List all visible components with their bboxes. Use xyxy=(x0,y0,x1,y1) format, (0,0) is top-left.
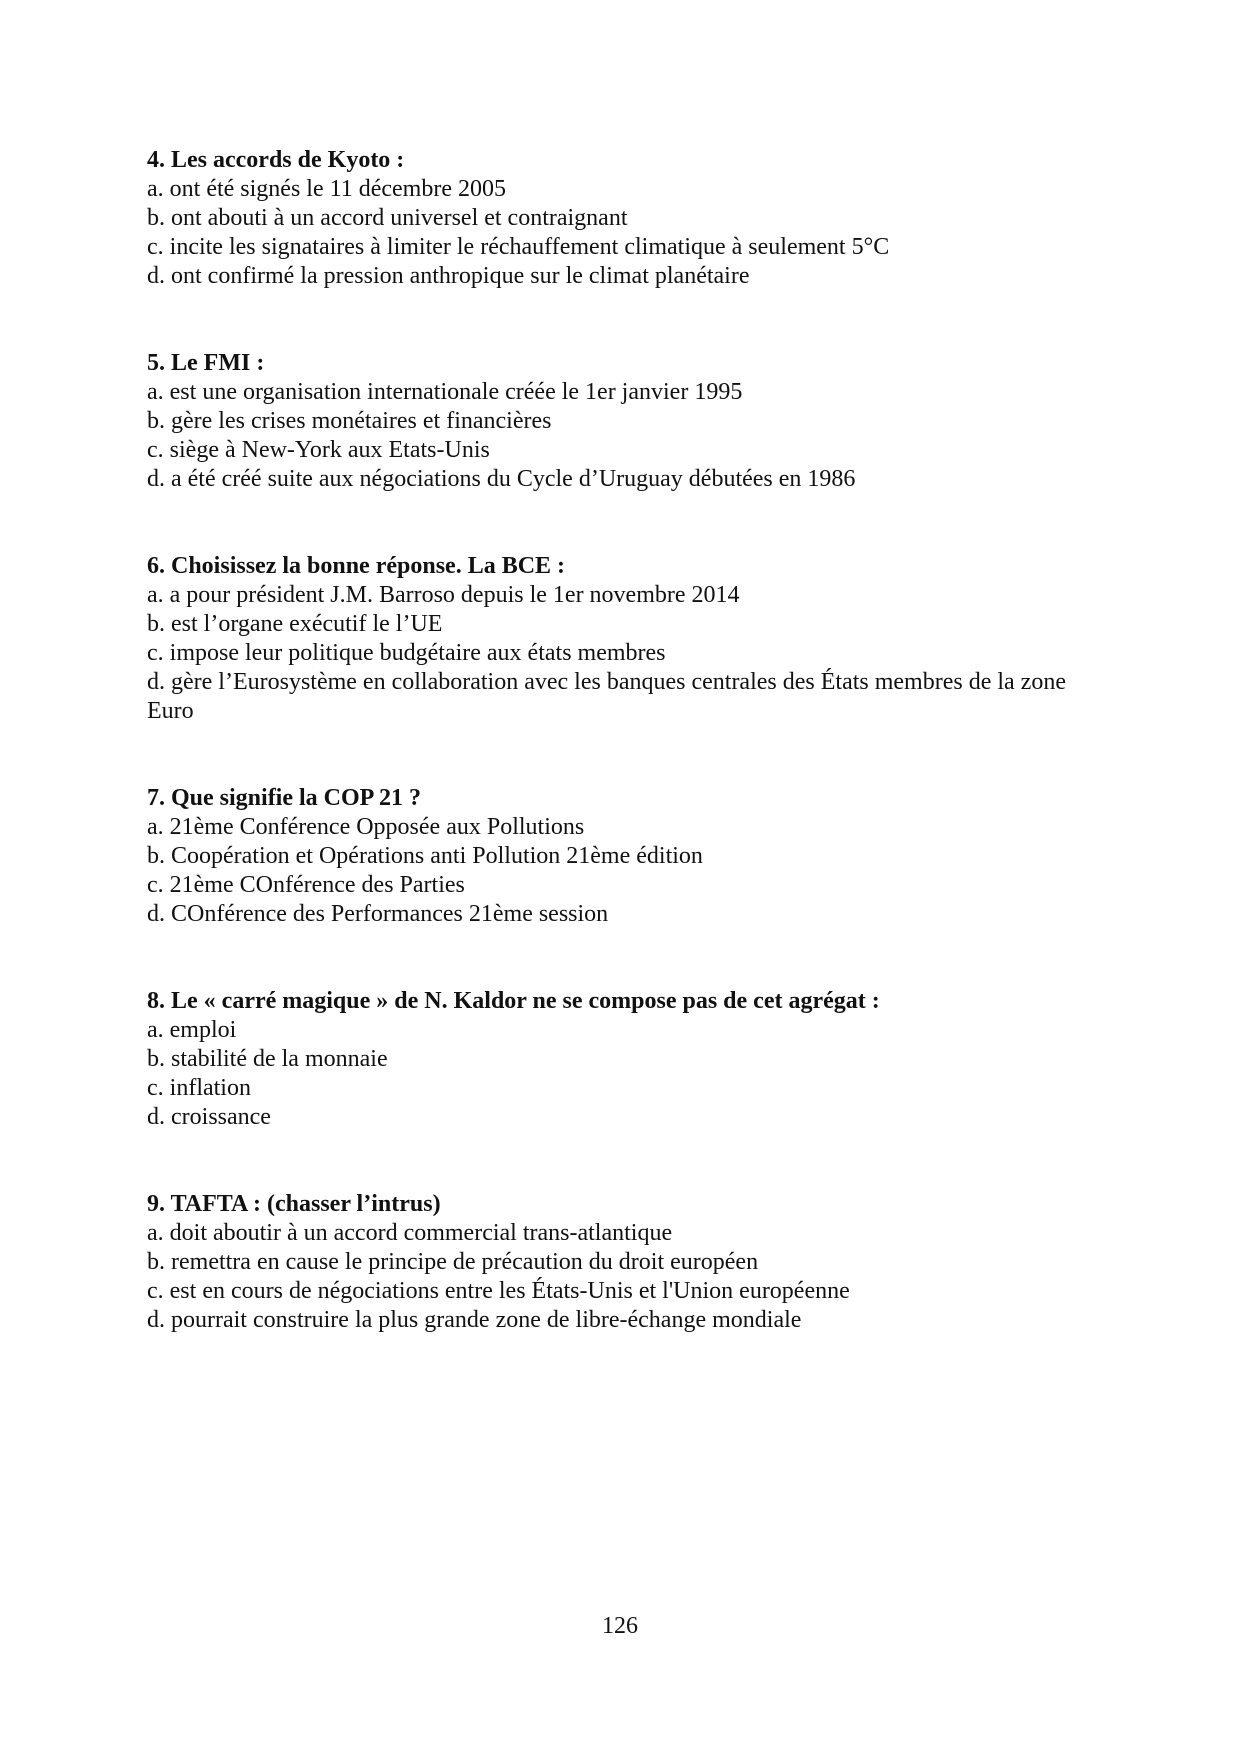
question-title: 4. Les accords de Kyoto : xyxy=(147,147,405,173)
option-a: a. 21ème Conférence Opposée aux Pollutions xyxy=(147,814,585,840)
option-c: c. siège à New-York aux Etats-Unis xyxy=(147,437,490,463)
question-5 xyxy=(147,349,1082,494)
option-c: c. impose leur politique budgétaire aux états membres xyxy=(147,640,666,666)
option-d: d. croissance xyxy=(147,1104,271,1130)
option-c: c. incite les signataires à limiter le réchauffement climatique à seulement 5°C xyxy=(147,234,890,260)
option-c: c. est en cours de négociations entre les États-Unis et l'Union européenne xyxy=(147,1278,850,1304)
option-a: a. emploi xyxy=(147,1017,237,1043)
option-b: b. gère les crises monétaires et financières xyxy=(147,408,552,434)
question-9 xyxy=(147,1190,1082,1335)
question-8 xyxy=(147,987,1082,1132)
option-a: a. doit aboutir à un accord commercial trans-atlantique xyxy=(147,1220,673,1246)
page-number: 126 xyxy=(602,1613,638,1639)
question-list xyxy=(147,146,1082,1335)
option-d: d. COnférence des Performances 21ème session xyxy=(147,901,609,927)
option-d: d. ont confirmé la pression anthropique sur le climat planétaire xyxy=(147,263,750,289)
option-b: b. ont abouti à un accord universel et contraignant xyxy=(147,205,628,231)
question-title: 5. Le FMI : xyxy=(147,350,265,376)
question-title: 8. Le « carré magique » de N. Kaldor ne se compose pas de cet agrégat : xyxy=(147,988,880,1014)
question-title: 7. Que signifie la COP 21 ? xyxy=(147,785,422,811)
option-b: b. stabilité de la monnaie xyxy=(147,1046,388,1072)
option-b: b. remettra en cause le principe de précaution du droit européen xyxy=(147,1249,759,1275)
question-6 xyxy=(147,552,1082,726)
option-b: b. Coopération et Opérations anti Pollution 21ème édition xyxy=(147,843,703,869)
question-title: 6. Choisissez la bonne réponse. La BCE : xyxy=(147,553,566,579)
option-a: a. est une organisation internationale créée le 1er janvier 1995 xyxy=(147,379,743,405)
option-a: a. a pour président J.M. Barroso depuis le 1er novembre 2014 xyxy=(147,582,740,608)
option-d: d. a été créé suite aux négociations du Cycle d’Uruguay débutées en 1986 xyxy=(147,466,856,492)
question-4 xyxy=(147,146,1082,291)
question-7 xyxy=(147,784,1082,929)
option-c: c. inflation xyxy=(147,1075,251,1101)
option-d: d. gère l’Eurosystème en collaboration avec les banques centrales des États membres de la zone Euro xyxy=(147,669,1066,724)
option-d: d. pourrait construire la plus grande zone de libre-échange mondiale xyxy=(147,1307,802,1333)
option-b: b. est l’organe exécutif le l’UE xyxy=(147,611,443,637)
option-c: c. 21ème COnférence des Parties xyxy=(147,872,465,898)
question-title: 9. TAFTA : (chasser l’intrus) xyxy=(147,1191,441,1217)
option-a: a. ont été signés le 11 décembre 2005 xyxy=(147,176,506,202)
